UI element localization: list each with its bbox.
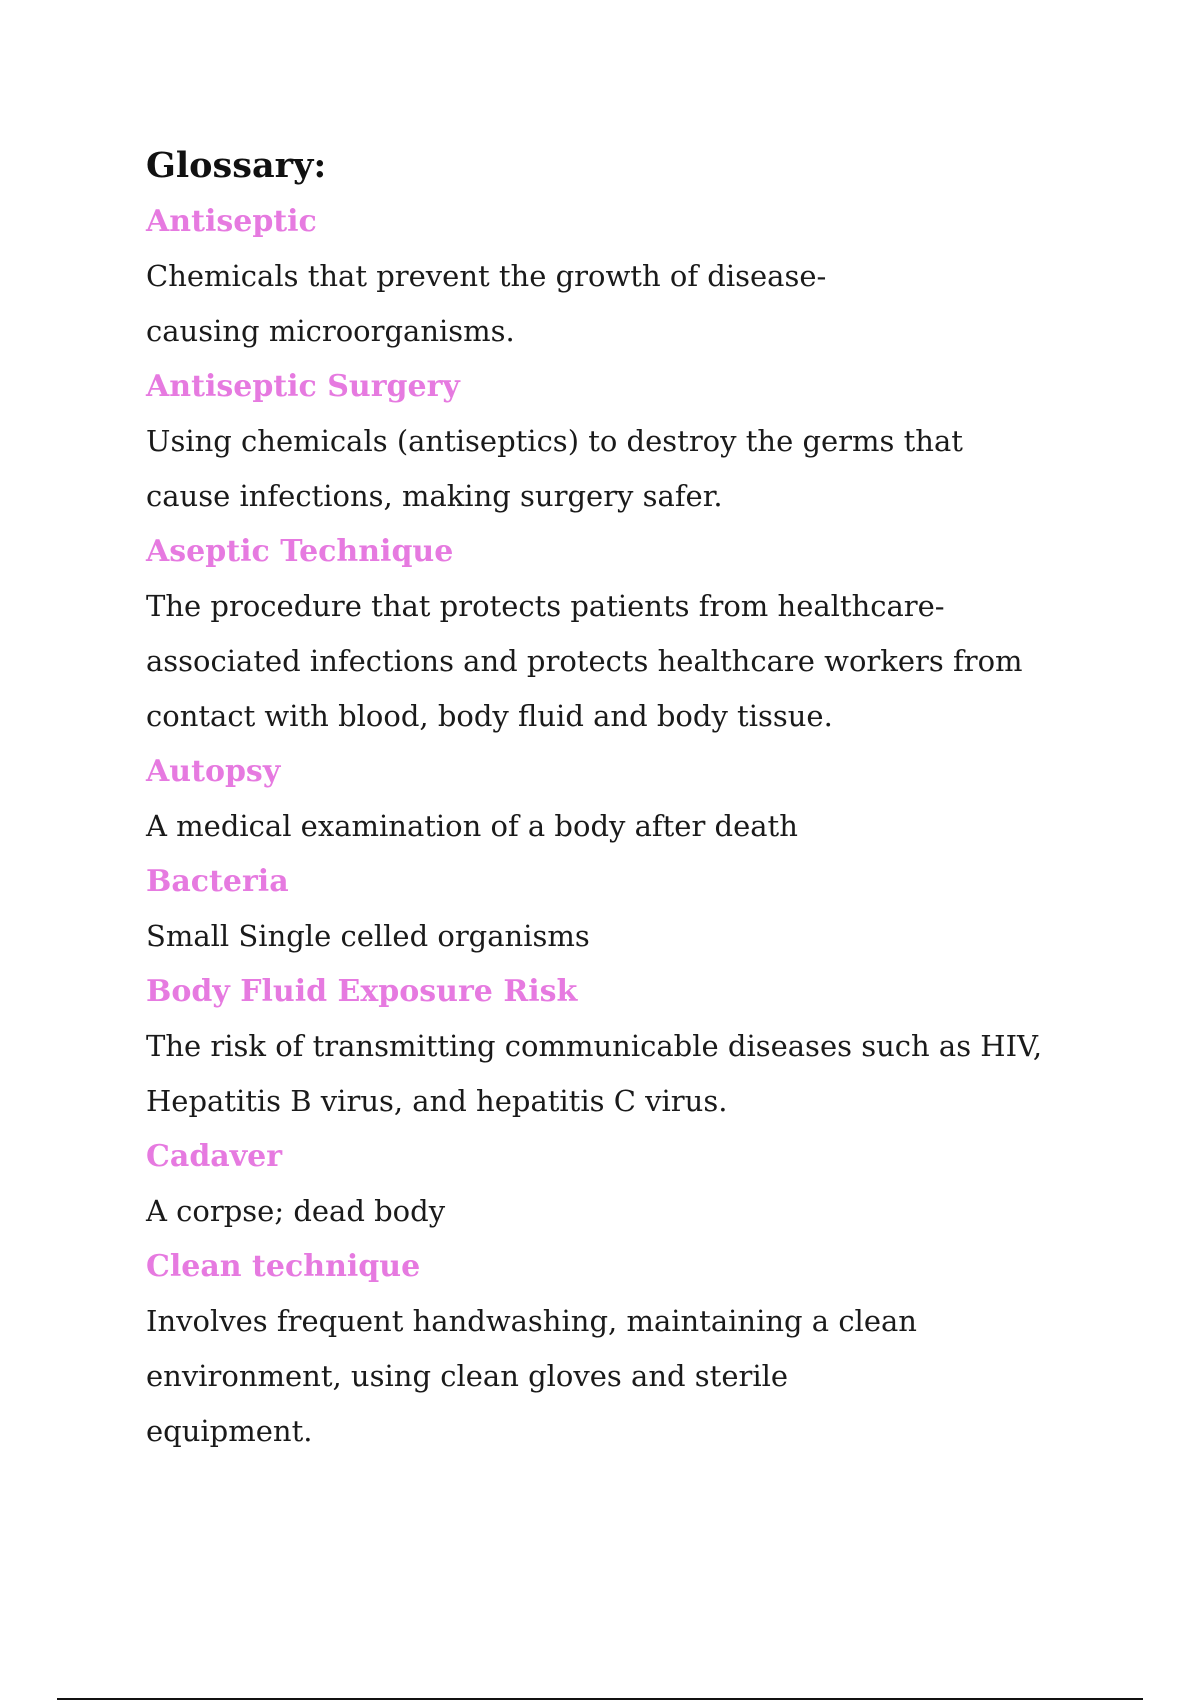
glossary-term: Aseptic Technique bbox=[146, 534, 454, 569]
glossary-entry bbox=[146, 964, 1106, 1129]
glossary-term: Antiseptic bbox=[146, 204, 317, 239]
glossary-definition: A medical examination of a body after death bbox=[146, 809, 798, 843]
glossary-definition: Using chemicals (antiseptics) to destroy the germs that cause infections, making surgery safer. bbox=[146, 424, 963, 513]
glossary-entry bbox=[146, 524, 1106, 744]
glossary-entry bbox=[146, 744, 1106, 854]
glossary-term: Bacteria bbox=[146, 864, 289, 899]
glossary-definition: The risk of transmitting communicable diseases such as HIV, Hepatitis B virus, and hepatitis C virus. bbox=[146, 1029, 1043, 1118]
glossary-definition: A corpse; dead body bbox=[146, 1194, 446, 1228]
glossary-term: Cadaver bbox=[146, 1139, 283, 1174]
glossary-section bbox=[146, 140, 1106, 1459]
glossary-heading: Glossary: bbox=[146, 145, 327, 186]
glossary-term: Autopsy bbox=[146, 754, 281, 789]
glossary-definition: Small Single celled organisms bbox=[146, 919, 590, 953]
glossary-term: Antiseptic Surgery bbox=[146, 369, 460, 404]
glossary-entry bbox=[146, 359, 1106, 524]
glossary-entry bbox=[146, 1239, 1106, 1459]
glossary-term: Clean technique bbox=[146, 1249, 421, 1284]
glossary-definition: Chemicals that prevent the growth of disease-causing microorganisms. bbox=[146, 259, 827, 348]
glossary-definition: The procedure that protects patients from healthcare-associated infections and protects healthcare workers from contact with blood, body fluid and body tissue. bbox=[146, 589, 1023, 733]
glossary-definition: Involves frequent handwashing, maintaining a clean environment, using clean gloves and sterile equipment. bbox=[146, 1304, 917, 1448]
glossary-entry bbox=[146, 854, 1106, 964]
glossary-entry bbox=[146, 194, 1106, 359]
glossary-term: Body Fluid Exposure Risk bbox=[146, 974, 578, 1009]
glossary-entry bbox=[146, 1129, 1106, 1239]
